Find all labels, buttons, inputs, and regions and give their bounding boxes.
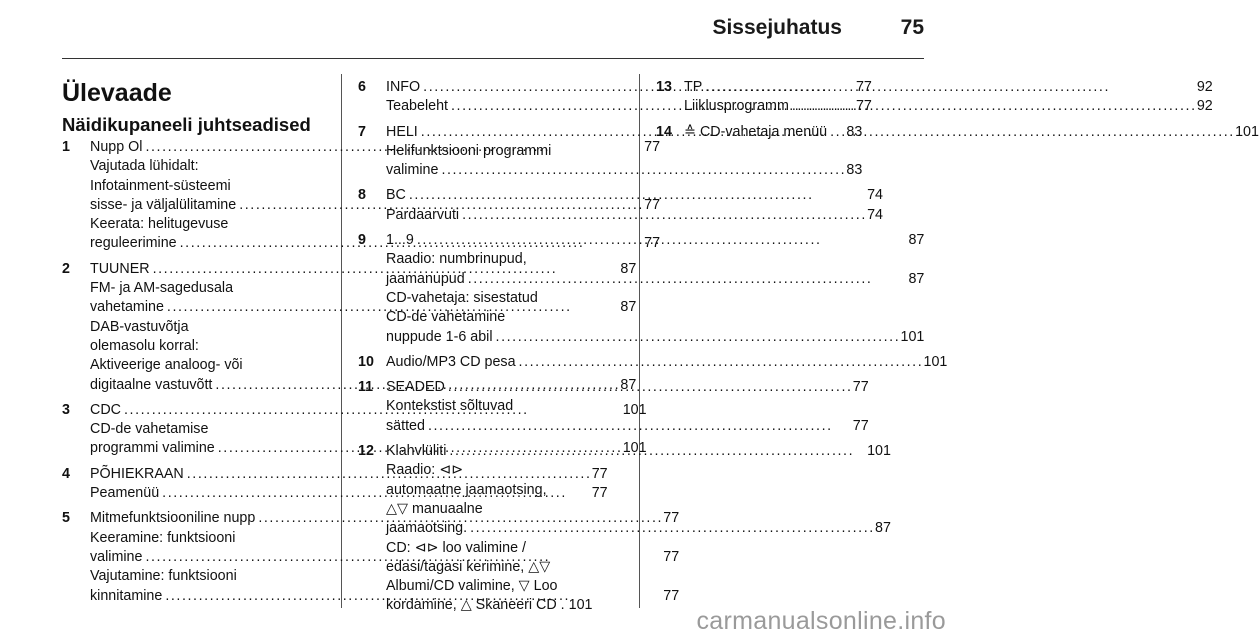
- entry-number: 3: [62, 401, 70, 418]
- entry-text: Peamenüü: [90, 485, 160, 502]
- entry-text: Nupp Ol: [90, 139, 143, 155]
- entry-list: [656, 78, 1259, 142]
- entry-line: [386, 378, 869, 397]
- page-reference[interactable]: 87: [620, 376, 637, 393]
- page-reference[interactable]: 77: [855, 79, 872, 95]
- page-reference[interactable]: 77: [644, 235, 661, 252]
- entry-text: Infotainment-süsteemi: [90, 177, 231, 194]
- page-reference[interactable]: 101: [900, 328, 925, 345]
- column-3: [656, 78, 1259, 148]
- page-reference[interactable]: 77: [852, 417, 869, 434]
- dot-leader: [441, 161, 843, 180]
- entry-text: △▽ manuaalne: [386, 500, 483, 517]
- page-reference[interactable]: 74: [867, 206, 883, 223]
- entry-text: PÕHIEKRAAN: [90, 465, 184, 482]
- entry-number: 9: [358, 232, 366, 249]
- entry-line: [386, 558, 891, 577]
- dot-leader: [470, 519, 872, 538]
- entry-text: nuppude 1-6 abil: [386, 328, 493, 345]
- entry-text: BC: [386, 187, 406, 204]
- page-reference[interactable]: 101: [923, 353, 948, 370]
- page-reference[interactable]: 83: [846, 162, 863, 179]
- subsection-title: Näidikupaneeli juhtseadised: [62, 114, 311, 135]
- page-reference[interactable]: 101: [622, 401, 647, 418]
- entry-number: 8: [358, 187, 366, 204]
- page-reference[interactable]: 92: [1196, 98, 1213, 115]
- entry-text: Pardaarvuti: [386, 206, 460, 223]
- page-reference[interactable]: 74: [867, 187, 883, 204]
- entry-text: valimine: [90, 548, 143, 565]
- header-divider: [62, 58, 924, 59]
- page-reference[interactable]: 77: [663, 548, 680, 565]
- dot-leader: [448, 378, 850, 397]
- dot-leader: [496, 328, 898, 347]
- index-entry: [656, 78, 1213, 117]
- entry-text: digitaalne vastuvõtt: [90, 376, 213, 393]
- entry-text: SEADED: [386, 379, 445, 396]
- entry-text: reguleerimine: [90, 235, 177, 252]
- entry-text: vahetamine: [90, 299, 164, 316]
- entry-number: 11: [358, 379, 374, 396]
- entry-text: jaamaotsing.: [386, 520, 468, 537]
- entry-text: CD-de vahetamise: [90, 421, 209, 438]
- page-reference[interactable]: 87: [620, 299, 637, 316]
- index-entry: [656, 123, 1259, 142]
- entry-line: [386, 289, 924, 308]
- entry-lines: [386, 231, 924, 347]
- entry-text: CD-de vahetamine: [386, 309, 506, 326]
- entry-lines: [684, 123, 1259, 142]
- entry-line: [684, 78, 1213, 97]
- page-reference[interactable]: 87: [908, 232, 925, 249]
- entry-text: Vajutamine: funktsiooni: [90, 568, 237, 585]
- entry-text: TP: [684, 79, 703, 95]
- entry-text: Helifunktsiooni programmi: [386, 142, 552, 159]
- header-title: Sissejuhatus: [712, 16, 842, 39]
- entry-line: [684, 123, 1259, 142]
- page-reference[interactable]: 101: [1235, 123, 1259, 140]
- entry-line: [386, 500, 891, 519]
- entry-text: INFO: [386, 79, 421, 95]
- entry-number: 1: [62, 139, 70, 155]
- entry-line: [386, 397, 869, 416]
- entry-line: [386, 417, 869, 436]
- page-reference[interactable]: 87: [620, 260, 637, 277]
- page-reference[interactable]: 87: [908, 270, 925, 287]
- page-reference[interactable]: 77: [591, 485, 608, 502]
- entry-line: [386, 442, 891, 461]
- page-reference[interactable]: 101: [622, 440, 647, 457]
- page-reference[interactable]: 77: [663, 510, 680, 527]
- page-reference[interactable]: 77: [855, 98, 872, 115]
- entry-number: 6: [358, 79, 366, 95]
- entry-text: programmi valimine: [90, 440, 215, 457]
- entry-text: DAB-vastuvõtja: [90, 318, 189, 335]
- entry-text: Keerata: helitugevuse: [90, 216, 229, 233]
- entry-text: Klahvlüliti: [386, 443, 447, 460]
- page-reference[interactable]: 101: [867, 443, 891, 460]
- entry-line: [684, 97, 1213, 116]
- entry-line: [386, 481, 891, 500]
- entry-line: [386, 308, 924, 327]
- index-entry: [358, 353, 948, 372]
- entry-lines: [684, 78, 1213, 117]
- entry-text: sisse- ja väljalülitamine: [90, 196, 237, 213]
- entry-number: 5: [62, 510, 70, 527]
- entry-line: [386, 270, 924, 289]
- entry-number: 14: [656, 123, 672, 140]
- entry-line: [386, 539, 891, 558]
- entry-text: Mitmefunktsiooniline nupp: [90, 510, 256, 527]
- entry-text: HELI: [386, 123, 418, 140]
- page-reference[interactable]: 77: [663, 587, 680, 604]
- entry-text: Keeramine: funktsiooni: [90, 529, 236, 546]
- entry-text: Albumi/CD valimine, ▽ Loo: [386, 578, 558, 595]
- entry-text: FM- ja AM-sagedusala: [90, 280, 234, 297]
- entry-text: CD: ⊲⊳ loo valimine /: [386, 539, 526, 556]
- entry-number: 10: [358, 353, 374, 370]
- entry-text: automaatne jaamaotsing,: [386, 481, 547, 498]
- watermark-text: carmanualsonline.info: [696, 607, 946, 635]
- entry-line: [386, 250, 924, 269]
- entry-number: 2: [62, 260, 70, 277]
- entry-text: kordamine, △ Skaneeri CD . 101: [386, 597, 593, 614]
- entry-line: [386, 186, 883, 205]
- entry-text: TUUNER: [90, 260, 150, 277]
- page-reference[interactable]: 77: [591, 465, 608, 482]
- dot-leader: [417, 231, 906, 250]
- entry-text: Audio/MP3 CD pesa: [386, 353, 516, 370]
- entry-number: 12: [358, 443, 374, 460]
- entry-text: CD-vahetaja: sisestatud: [386, 289, 538, 306]
- dot-leader: [830, 123, 1232, 142]
- entry-text: Raadio: numbrinupud,: [386, 251, 527, 268]
- page-number: 75: [900, 16, 924, 39]
- dot-leader: [792, 97, 1194, 116]
- dot-leader: [428, 417, 850, 436]
- entry-text: jaamanupud: [386, 270, 465, 287]
- entry-lines: [386, 186, 883, 225]
- entry-text: Liiklusprogramm: [684, 98, 789, 115]
- page-reference[interactable]: 87: [875, 520, 891, 537]
- page-reference[interactable]: 92: [1196, 79, 1213, 95]
- entry-number: 7: [358, 123, 366, 140]
- entry-line: [386, 519, 891, 538]
- dot-leader: [409, 186, 864, 205]
- entry-text: edasi/tagasi kerimine, △▽: [386, 558, 551, 575]
- page-reference[interactable]: 77: [852, 379, 869, 396]
- entry-text: CDC: [90, 401, 121, 418]
- dot-leader: [705, 78, 1194, 97]
- entry-text: kinnitamine: [90, 587, 163, 604]
- entry-line: [386, 353, 947, 372]
- entry-line: [386, 231, 924, 250]
- entry-text: Aktiveerige analoog- või: [90, 357, 243, 374]
- dot-leader: [519, 353, 921, 372]
- entry-text: sätted: [386, 417, 425, 434]
- dot-leader: [449, 442, 864, 461]
- section-title: Ülevaade: [62, 79, 172, 107]
- entry-lines: [386, 442, 891, 616]
- entry-line: [386, 577, 891, 596]
- entry-lines: [386, 378, 869, 436]
- entry-number: 4: [62, 465, 70, 482]
- entry-line: [386, 328, 924, 347]
- dot-leader: [462, 206, 864, 225]
- entry-text: ≙ CD-vahetaja menüü: [684, 123, 828, 140]
- entry-text: valimine: [386, 162, 439, 179]
- entry-line: [386, 461, 891, 480]
- page-reference[interactable]: 83: [846, 123, 863, 140]
- entry-line: [386, 161, 862, 180]
- entry-line: [386, 206, 883, 225]
- entry-text: 1...9: [386, 232, 414, 249]
- entry-text: Vajutada lühidalt:: [90, 158, 199, 175]
- page-reference[interactable]: 77: [644, 139, 661, 155]
- entry-text: Teabeleht: [386, 98, 449, 115]
- dot-leader: [468, 270, 906, 289]
- page-reference[interactable]: 77: [644, 196, 661, 213]
- entry-text: Raadio: ⊲⊳: [386, 462, 464, 479]
- entry-lines: [386, 353, 947, 372]
- entry-number: 13: [656, 79, 672, 95]
- entry-text: olemasolu korral:: [90, 337, 199, 354]
- entry-text: Kontekstist sõltuvad: [386, 398, 514, 415]
